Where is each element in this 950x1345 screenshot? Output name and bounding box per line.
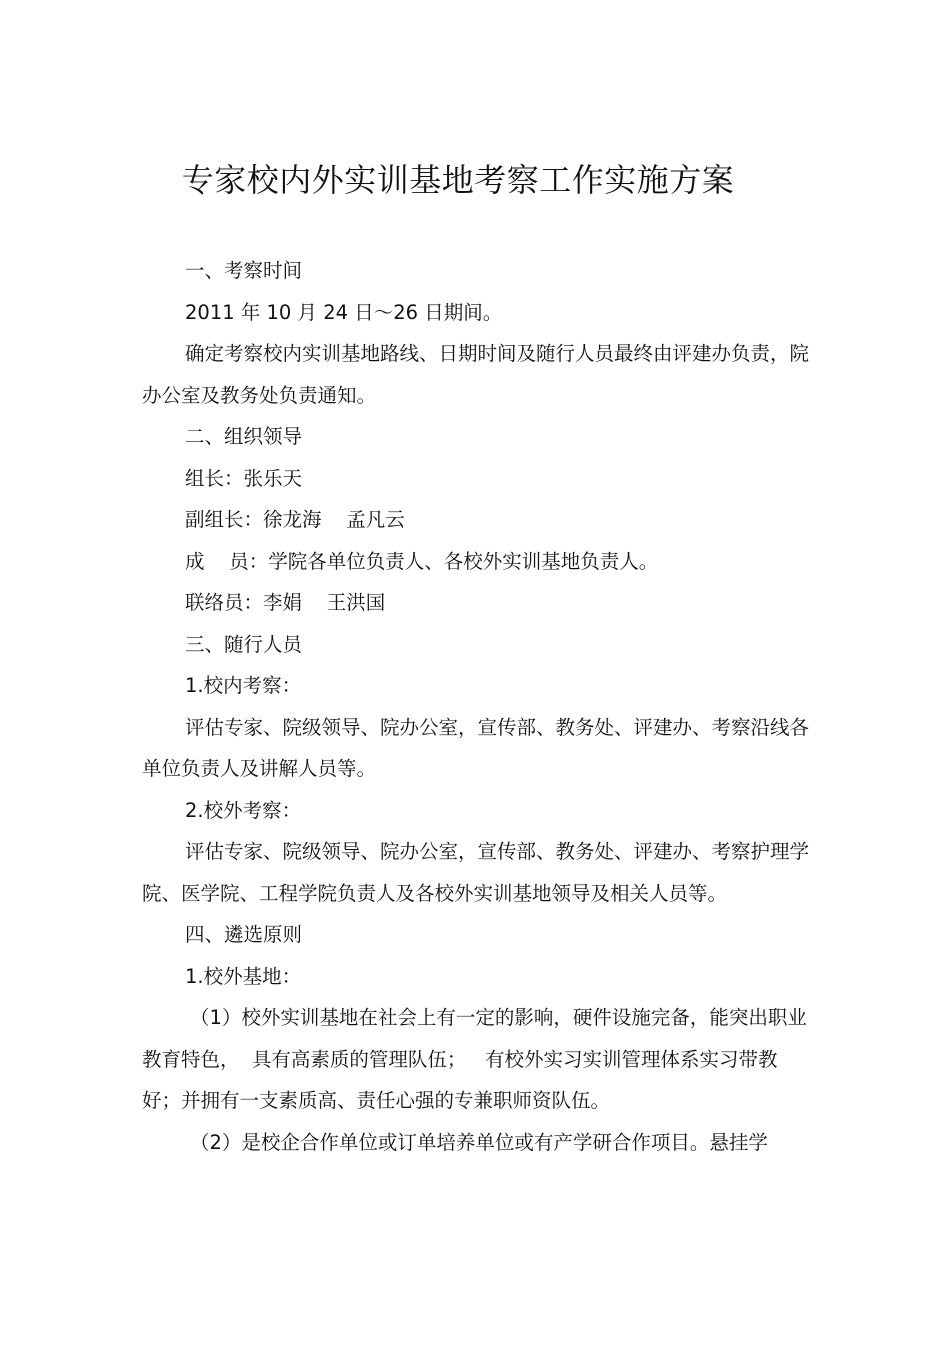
subheading-on-campus: 1.校内考察： (185, 674, 302, 697)
section-heading-leadership: 二、组织领导 (185, 425, 303, 448)
paragraph-liaisons: 联络员：李娟 王洪国 (185, 591, 386, 614)
subheading-off-campus-base: 1.校外基地： (185, 964, 302, 988)
paragraph-members: 成 员：学院各单位负责人、各校外实训基地负责人。 (185, 549, 659, 573)
section-heading-accompanying: 三、随行人员 (185, 632, 303, 656)
paragraph-deputy-leaders: 副组长：徐龙海 孟凡云 (185, 508, 405, 531)
paragraph-date: 2011 年 10 月 24 日～26 日期间。 (185, 300, 503, 324)
paragraph-team-leader: 组长：张乐天 (185, 466, 303, 490)
paragraph-on-campus-staff: 评估专家、院级领导、院办公室，宣传部、教务处、评建办、考察沿线各单位负责人及讲解人员等。 (142, 715, 810, 780)
section-heading-time: 一、考察时间 (185, 259, 303, 282)
document-title: 专家校内外实训基地考察工作实施方案 (181, 161, 735, 199)
document-body (142, 250, 812, 1163)
paragraph-route-notice: 确定考察校内实训基地路线、日期时间及随行人员最终由评建办负责，院办公室及教务处负责通知。 (142, 342, 810, 407)
subheading-off-campus: 2.校外考察： (185, 798, 302, 822)
section-heading-selection: 四、遴选原则 (185, 923, 303, 946)
paragraph-criterion-2: （2）是校企合作单位或订单培养单位或有产学研合作项目。悬挂学 (190, 1130, 768, 1154)
paragraph-off-campus-staff: 评估专家、院级领导、院办公室，宣传部、教务处、评建办、考察护理学院、医学院、工程学院负责人及各校外实训基地领导及相关人员等。 (142, 840, 810, 905)
paragraph-criterion-1: （1）校外实训基地在社会上有一定的影响，硬件设施完备，能突出职业教育特色， 具有高素质的管理队伍； 有校外实习实训管理体系实习带教好；并拥有一支素质高、责任心强的专兼职师资队伍。 (142, 1006, 807, 1112)
